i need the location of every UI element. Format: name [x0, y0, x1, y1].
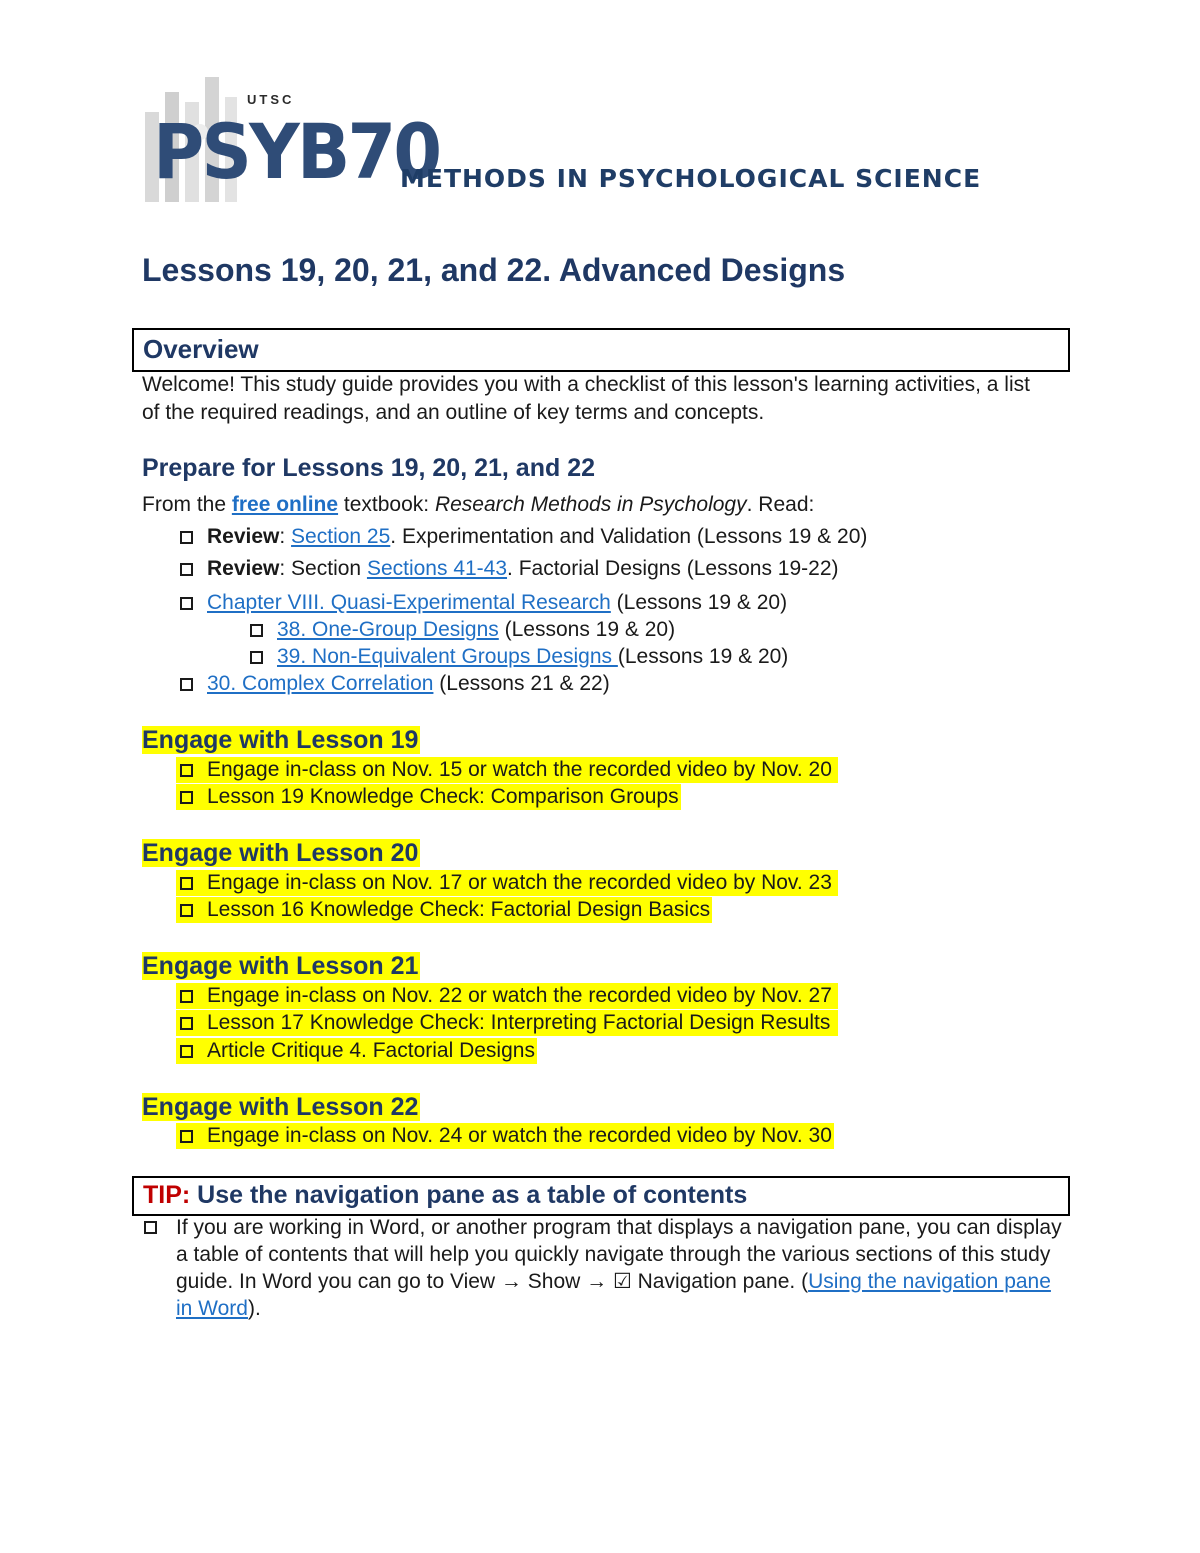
lesson-task: Lesson 16 Knowledge Check: Factorial Design Basics: [176, 897, 712, 923]
logo-utsc-text: UTSC: [247, 92, 295, 107]
overview-body: Welcome! This study guide provides you with a checklist of this lesson's learning activities, a list of the required readings, and an outline of key terms and concepts.: [142, 373, 1030, 424]
lesson-task: Lesson 17 Knowledge Check: Interpreting Factorial Design Results: [176, 1010, 838, 1036]
reading-item: 30. Complex Correlation (Lessons 21 & 22): [180, 671, 610, 697]
free-online-link[interactable]: free online: [231, 493, 339, 516]
lesson-20-heading: Engage with Lesson 20: [142, 839, 419, 867]
checkbox[interactable]: [180, 764, 193, 777]
tip-item: [142, 1214, 1062, 1322]
checkbox[interactable]: [180, 1130, 193, 1143]
reading-item: Review: Section 25. Experimentation and Validation (Lessons 19 & 20): [180, 524, 867, 550]
complex-correlation-link[interactable]: 30. Complex Correlation: [207, 672, 434, 695]
tip-heading: TIP: Use the navigation pane as a table of contents: [143, 1181, 748, 1209]
checkbox[interactable]: [180, 791, 193, 804]
tip-text: If you are working in Word, or another program that displays a navigation pane, you can display a table of contents that will help you quickly navigate through the various sections of this study guide. In Word you can go to View → Show → ☑ Navigation pane. (Using the navigation pane in Word).: [176, 1216, 1062, 1320]
section-25-link[interactable]: Section 25: [291, 525, 391, 548]
lesson-task: Engage in-class on Nov. 22 or watch the recorded video by Nov. 27: [176, 983, 838, 1009]
checkbox[interactable]: [250, 651, 263, 664]
prepare-heading: Prepare for Lessons 19, 20, 21, and 22: [142, 454, 596, 482]
lesson-21-heading: Engage with Lesson 21: [142, 952, 419, 980]
checkbox[interactable]: [180, 904, 193, 917]
lesson-22-heading: Engage with Lesson 22: [142, 1093, 419, 1121]
checkbox[interactable]: [180, 678, 193, 691]
reading-subitem: 38. One-Group Designs (Lessons 19 & 20): [250, 617, 675, 643]
checkbox[interactable]: [180, 1017, 193, 1030]
lesson-task: Engage in-class on Nov. 15 or watch the recorded video by Nov. 20: [176, 757, 838, 783]
lesson-task: Engage in-class on Nov. 24 or watch the recorded video by Nov. 30: [176, 1123, 834, 1149]
non-equivalent-groups-link[interactable]: 39. Non-Equivalent Groups Designs: [277, 645, 618, 668]
checkbox[interactable]: [180, 563, 193, 576]
checkbox[interactable]: [180, 877, 193, 890]
reading-subitem: 39. Non-Equivalent Groups Designs (Lessons 19 & 20): [250, 644, 788, 670]
overview-heading-box: [132, 328, 1070, 372]
course-logo: [145, 72, 1005, 207]
checkbox[interactable]: [180, 1045, 193, 1058]
chapter-viii-link[interactable]: Chapter VIII. Quasi-Experimental Research: [207, 591, 611, 614]
checkbox[interactable]: [180, 531, 193, 544]
checkbox[interactable]: [180, 990, 193, 1003]
checkbox[interactable]: [180, 597, 193, 610]
logo-course-name: METHODS IN PSYCHOLOGICAL SCIENCE: [400, 164, 982, 193]
checkbox[interactable]: [144, 1221, 157, 1234]
lesson-19-heading: Engage with Lesson 19: [142, 726, 419, 754]
lesson-task: Lesson 19 Knowledge Check: Comparison Groups: [176, 784, 681, 810]
lesson-task: Article Critique 4. Factorial Designs: [176, 1038, 537, 1064]
tip-heading-box: [132, 1176, 1070, 1216]
logo-course-code: PSYB70: [153, 107, 440, 196]
one-group-designs-link[interactable]: 38. One-Group Designs: [277, 618, 499, 641]
overview-heading: Overview: [143, 334, 259, 364]
page-title: Lessons 19, 20, 21, and 22. Advanced Designs: [142, 252, 846, 288]
reading-item: Review: Section Sections 41-43. Factorial Designs (Lessons 19-22): [180, 556, 839, 582]
prepare-intro: From the free online textbook: Research Methods in Psychology. Read:: [142, 493, 815, 516]
lesson-task: Engage in-class on Nov. 17 or watch the recorded video by Nov. 23: [176, 870, 838, 896]
reading-item: Chapter VIII. Quasi-Experimental Research (Lessons 19 & 20): [180, 590, 787, 616]
navigation-pane-link[interactable]: Using the navigation pane in Word: [176, 1270, 1051, 1320]
sections-41-43-link[interactable]: Sections 41-43: [366, 557, 508, 580]
checkbox[interactable]: [250, 624, 263, 637]
